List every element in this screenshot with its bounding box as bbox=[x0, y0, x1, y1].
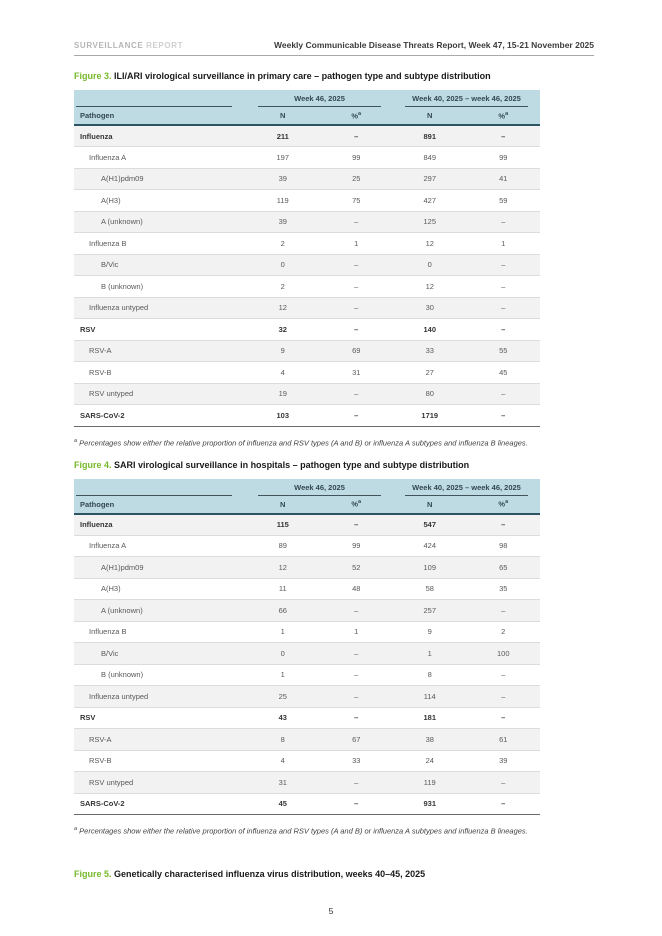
value-cell: – bbox=[320, 125, 394, 147]
figure4-label: Figure 4. bbox=[74, 459, 112, 470]
value-cell: 115 bbox=[246, 514, 320, 536]
value-cell: – bbox=[467, 276, 541, 298]
value-cell: 12 bbox=[246, 557, 320, 579]
value-cell: 1 bbox=[246, 621, 320, 643]
table-figure3 bbox=[74, 90, 540, 427]
table-row bbox=[74, 319, 540, 341]
value-cell: – bbox=[320, 319, 394, 341]
value-cell: 257 bbox=[393, 600, 467, 622]
value-cell: 41 bbox=[467, 168, 541, 190]
table-row bbox=[74, 557, 540, 579]
value-cell: 30 bbox=[393, 297, 467, 319]
value-cell: 2 bbox=[467, 621, 541, 643]
value-cell: 31 bbox=[246, 772, 320, 794]
value-cell: 52 bbox=[320, 557, 394, 579]
value-cell: 4 bbox=[246, 362, 320, 384]
value-cell: 9 bbox=[246, 340, 320, 362]
pathogen-cell: Influenza untyped bbox=[74, 686, 246, 708]
value-cell: – bbox=[320, 211, 394, 233]
pathogen-cell: Influenza A bbox=[74, 147, 246, 169]
group-header-blank bbox=[74, 90, 246, 107]
value-cell: – bbox=[320, 643, 394, 665]
value-cell: 119 bbox=[393, 772, 467, 794]
value-cell: – bbox=[467, 254, 541, 276]
footnote-marker: a bbox=[74, 437, 78, 444]
table-row bbox=[74, 643, 540, 665]
column-header-n: N bbox=[246, 496, 320, 514]
value-cell: 67 bbox=[320, 729, 394, 751]
pathogen-cell: B (unknown) bbox=[74, 664, 246, 686]
value-cell: 181 bbox=[393, 707, 467, 729]
column-header-pct: %$^a$ bbox=[320, 107, 394, 125]
value-cell: 31 bbox=[320, 362, 394, 384]
figure5-title bbox=[74, 869, 598, 879]
value-cell: 1 bbox=[320, 233, 394, 255]
pathogen-cell: Influenza A bbox=[74, 535, 246, 557]
table-row bbox=[74, 405, 540, 427]
group-header-week46: Week 46, 2025 bbox=[246, 479, 393, 496]
value-cell: – bbox=[467, 125, 541, 147]
value-cell: 58 bbox=[393, 578, 467, 600]
value-cell: 12 bbox=[246, 297, 320, 319]
table-row bbox=[74, 600, 540, 622]
table-row bbox=[74, 578, 540, 600]
value-cell: 27 bbox=[393, 362, 467, 384]
table-row bbox=[74, 254, 540, 276]
pathogen-cell: Influenza bbox=[74, 125, 246, 147]
value-cell: 99 bbox=[320, 147, 394, 169]
table-row bbox=[74, 125, 540, 147]
value-cell: 45 bbox=[246, 793, 320, 815]
value-cell: 25 bbox=[246, 686, 320, 708]
footnote-marker: a bbox=[74, 826, 78, 833]
value-cell: 297 bbox=[393, 168, 467, 190]
value-cell: – bbox=[467, 664, 541, 686]
value-cell: 140 bbox=[393, 319, 467, 341]
value-cell: 125 bbox=[393, 211, 467, 233]
pathogen-cell: B/Vic bbox=[74, 643, 246, 665]
pathogen-cell: RSV-A bbox=[74, 729, 246, 751]
table-row bbox=[74, 233, 540, 255]
pathogen-cell: SARS-CoV-2 bbox=[74, 405, 246, 427]
value-cell: 0 bbox=[393, 254, 467, 276]
value-cell: 197 bbox=[246, 147, 320, 169]
table-row bbox=[74, 297, 540, 319]
report-title: Weekly Communicable Disease Threats Report, Week 47, 15-21 November 2025 bbox=[274, 40, 594, 50]
footnote-marker: a bbox=[358, 110, 362, 117]
value-cell: – bbox=[467, 297, 541, 319]
value-cell: 891 bbox=[393, 125, 467, 147]
value-cell: 12 bbox=[393, 276, 467, 298]
pathogen-cell: RSV-B bbox=[74, 750, 246, 772]
table-column-header-row bbox=[74, 496, 540, 514]
value-cell: 1 bbox=[467, 233, 541, 255]
report-type-label bbox=[74, 41, 183, 50]
column-header-n: N bbox=[393, 496, 467, 514]
table-row bbox=[74, 664, 540, 686]
table-row bbox=[74, 211, 540, 233]
footnote-marker: a bbox=[358, 499, 362, 506]
table-row bbox=[74, 750, 540, 772]
pathogen-cell: SARS-CoV-2 bbox=[74, 793, 246, 815]
table-row bbox=[74, 707, 540, 729]
value-cell: 59 bbox=[467, 190, 541, 212]
pathogen-cell: A (unknown) bbox=[74, 211, 246, 233]
footnote-figure4 bbox=[74, 825, 606, 837]
page-number: 5 bbox=[328, 906, 334, 916]
value-cell: 9 bbox=[393, 621, 467, 643]
value-cell: – bbox=[320, 772, 394, 794]
table-group-header-row bbox=[74, 90, 540, 107]
value-cell: 75 bbox=[320, 190, 394, 212]
value-cell: 8 bbox=[393, 664, 467, 686]
footnote-marker: a bbox=[505, 499, 509, 506]
footnote-marker: a bbox=[505, 110, 509, 117]
value-cell: 2 bbox=[246, 276, 320, 298]
pathogen-cell: Influenza bbox=[74, 514, 246, 536]
value-cell: 39 bbox=[246, 211, 320, 233]
figure3-label: Figure 3. bbox=[74, 71, 112, 81]
value-cell: 1 bbox=[246, 664, 320, 686]
value-cell: 32 bbox=[246, 319, 320, 341]
value-cell: 1 bbox=[393, 643, 467, 665]
footnote-text: Percentages show either the relative proportion of influenza and RSV types (A and B) or influenza A subtypes and influenza B lineages. bbox=[77, 826, 528, 836]
value-cell: 211 bbox=[246, 125, 320, 147]
value-cell: – bbox=[467, 211, 541, 233]
column-header-pathogen: Pathogen bbox=[74, 107, 246, 125]
value-cell: – bbox=[467, 319, 541, 341]
value-cell: – bbox=[467, 793, 541, 815]
table-row bbox=[74, 793, 540, 815]
pathogen-cell: B (unknown) bbox=[74, 276, 246, 298]
value-cell: 427 bbox=[393, 190, 467, 212]
value-cell: – bbox=[320, 514, 394, 536]
pathogen-cell: Influenza B bbox=[74, 233, 246, 255]
value-cell: 99 bbox=[320, 535, 394, 557]
value-cell: 55 bbox=[467, 340, 541, 362]
value-cell: 1719 bbox=[393, 405, 467, 427]
table-head bbox=[74, 90, 540, 125]
pathogen-cell: RSV untyped bbox=[74, 772, 246, 794]
value-cell: 25 bbox=[320, 168, 394, 190]
value-cell: 43 bbox=[246, 707, 320, 729]
column-header-pct: %$^a$ bbox=[467, 496, 541, 514]
value-cell: 19 bbox=[246, 383, 320, 405]
value-cell: 69 bbox=[320, 340, 394, 362]
group-header-blank bbox=[74, 479, 246, 496]
pathogen-cell: A (unknown) bbox=[74, 600, 246, 622]
figure3-caption: ILI/ARI virological surveillance in primary care – pathogen type and subtype distribution bbox=[111, 71, 491, 81]
column-header-pct: %$^a$ bbox=[320, 496, 394, 514]
value-cell: 99 bbox=[467, 147, 541, 169]
value-cell: – bbox=[467, 707, 541, 729]
value-cell: 8 bbox=[246, 729, 320, 751]
table-row bbox=[74, 276, 540, 298]
value-cell: 0 bbox=[246, 643, 320, 665]
pathogen-cell: A(H3) bbox=[74, 578, 246, 600]
value-cell: 48 bbox=[320, 578, 394, 600]
column-header-n: N bbox=[246, 107, 320, 125]
table-row bbox=[74, 729, 540, 751]
column-header-pathogen: Pathogen bbox=[74, 496, 246, 514]
value-cell: – bbox=[320, 405, 394, 427]
value-cell: – bbox=[320, 297, 394, 319]
pathogen-cell: Influenza untyped bbox=[74, 297, 246, 319]
value-cell: 424 bbox=[393, 535, 467, 557]
table-row bbox=[74, 340, 540, 362]
figure5-label: Figure 5. bbox=[74, 869, 112, 880]
table-body bbox=[74, 514, 540, 815]
value-cell: – bbox=[320, 383, 394, 405]
figure5-caption: Genetically characterised influenza virus distribution, weeks 40–45, 2025 bbox=[111, 869, 426, 880]
value-cell: 849 bbox=[393, 147, 467, 169]
value-cell: 0 bbox=[246, 254, 320, 276]
value-cell: – bbox=[467, 405, 541, 427]
value-cell: – bbox=[467, 514, 541, 536]
value-cell: 66 bbox=[246, 600, 320, 622]
table-row bbox=[74, 514, 540, 536]
value-cell: 35 bbox=[467, 578, 541, 600]
value-cell: 109 bbox=[393, 557, 467, 579]
value-cell: – bbox=[467, 600, 541, 622]
value-cell: 98 bbox=[467, 535, 541, 557]
value-cell: 39 bbox=[246, 168, 320, 190]
figure4-title bbox=[74, 460, 598, 470]
value-cell: 38 bbox=[393, 729, 467, 751]
column-header-n: N bbox=[393, 107, 467, 125]
table-row bbox=[74, 772, 540, 794]
pathogen-cell: RSV bbox=[74, 707, 246, 729]
footnote-figure3 bbox=[74, 437, 606, 449]
table-row bbox=[74, 621, 540, 643]
table-body bbox=[74, 125, 540, 426]
pathogen-cell: RSV bbox=[74, 319, 246, 341]
value-cell: – bbox=[467, 772, 541, 794]
value-cell: 1 bbox=[320, 621, 394, 643]
value-cell: 103 bbox=[246, 405, 320, 427]
value-cell: – bbox=[320, 793, 394, 815]
pathogen-cell: A(H1)pdm09 bbox=[74, 168, 246, 190]
group-header-cumulative: Week 40, 2025 – week 46, 2025 bbox=[393, 90, 540, 107]
value-cell: – bbox=[467, 383, 541, 405]
value-cell: – bbox=[320, 254, 394, 276]
value-cell: – bbox=[467, 686, 541, 708]
value-cell: – bbox=[320, 707, 394, 729]
footnote-text: Percentages show either the relative proportion of influenza and RSV types (A and B) or influenza A subtypes and influenza B lineages. bbox=[77, 438, 528, 447]
pathogen-cell: A(H1)pdm09 bbox=[74, 557, 246, 579]
value-cell: – bbox=[320, 600, 394, 622]
value-cell: 24 bbox=[393, 750, 467, 772]
value-cell: 100 bbox=[467, 643, 541, 665]
column-header-pct: %$^a$ bbox=[467, 107, 541, 125]
figure4-caption: SARI virological surveillance in hospitals – pathogen type and subtype distribution bbox=[111, 459, 470, 470]
value-cell: – bbox=[320, 276, 394, 298]
value-cell: – bbox=[320, 686, 394, 708]
value-cell: 119 bbox=[246, 190, 320, 212]
value-cell: 89 bbox=[246, 535, 320, 557]
table-figure4 bbox=[74, 479, 540, 816]
group-header-cumulative: Week 40, 2025 – week 46, 2025 bbox=[393, 479, 540, 496]
pathogen-cell: B/Vic bbox=[74, 254, 246, 276]
table-row bbox=[74, 383, 540, 405]
value-cell: 65 bbox=[467, 557, 541, 579]
report-type-strong: SURVEILLANCE bbox=[74, 41, 144, 50]
pathogen-cell: RSV-B bbox=[74, 362, 246, 384]
value-cell: 2 bbox=[246, 233, 320, 255]
table-row bbox=[74, 190, 540, 212]
value-cell: – bbox=[320, 664, 394, 686]
value-cell: 33 bbox=[320, 750, 394, 772]
pathogen-cell: RSV untyped bbox=[74, 383, 246, 405]
figure3-title bbox=[74, 71, 598, 81]
table-row bbox=[74, 535, 540, 557]
pathogen-cell: RSV-A bbox=[74, 340, 246, 362]
report-type-light: REPORT bbox=[143, 41, 184, 50]
table-row bbox=[74, 147, 540, 169]
table-row bbox=[74, 168, 540, 190]
value-cell: 931 bbox=[393, 793, 467, 815]
table-row bbox=[74, 686, 540, 708]
value-cell: 547 bbox=[393, 514, 467, 536]
value-cell: 61 bbox=[467, 729, 541, 751]
table-column-header-row bbox=[74, 107, 540, 125]
value-cell: 33 bbox=[393, 340, 467, 362]
table-head bbox=[74, 479, 540, 514]
value-cell: 80 bbox=[393, 383, 467, 405]
group-header-week46: Week 46, 2025 bbox=[246, 90, 393, 107]
running-header bbox=[74, 40, 594, 56]
value-cell: 12 bbox=[393, 233, 467, 255]
value-cell: 11 bbox=[246, 578, 320, 600]
value-cell: 45 bbox=[467, 362, 541, 384]
value-cell: 114 bbox=[393, 686, 467, 708]
table-group-header-row bbox=[74, 479, 540, 496]
value-cell: 4 bbox=[246, 750, 320, 772]
pathogen-cell: A(H3) bbox=[74, 190, 246, 212]
pathogen-cell: Influenza B bbox=[74, 621, 246, 643]
value-cell: 39 bbox=[467, 750, 541, 772]
table-row bbox=[74, 362, 540, 384]
